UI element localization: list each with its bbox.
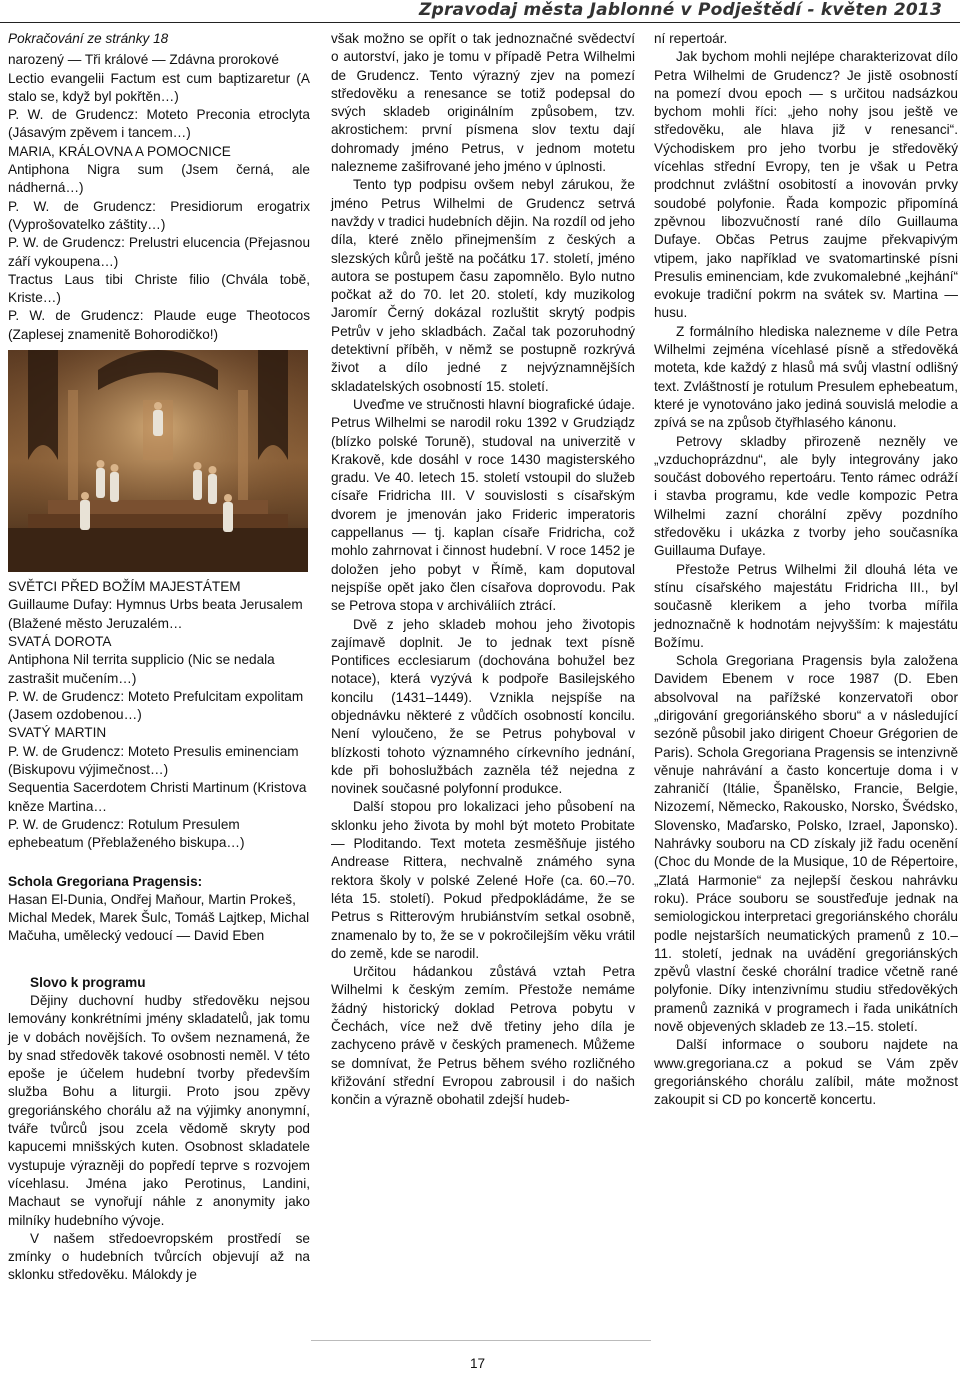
program-section: SVATÝ MARTIN	[8, 725, 107, 741]
program-item: P. W. de Grudencz: Plaude euge Theotocos (Zaplesej znamenitě Bohorodičko!)	[8, 308, 310, 342]
footer-divider	[311, 1340, 651, 1341]
program-list-bottom	[8, 578, 310, 852]
program-item: P. W. de Grudencz: Moteto Prefulcitam expolitam (Jasem ozdobenou…)	[8, 688, 304, 723]
program-item: P. W. de Grudencz: Presidiorum erogatrix (Vyprošovatelko záštity…)	[8, 198, 310, 232]
paragraph: ní repertoár.	[654, 31, 728, 46]
paragraph: však možno se opřít o tak jednoznačné svědectví o autorství, jako je tomu v případě Petra Wilhelmi de Grudencz. Tento výrazný zjev na pomezí středověku a renesance se totiž podepsal do svých skladeb originálním způsobem, tzv. akrostichem: první písmena slov textu dají dohromady jméno Petrus, v jednom motetu nalezneme zašifrované jeho jméno v úplnosti.	[331, 31, 635, 175]
program-section: SVATÁ DOROTA	[8, 633, 112, 649]
column-3	[654, 30, 958, 1110]
paragraph: Určitou hádankou zůstává vztah Petra Wilhelmi k českým zemím. Přestože nemáme žádný historický doklad Petrova pobytu v Čechách, více než dvě třetiny jeho díla je zachyceno právě v českých pramenech. Můžeme se domnívat, že Petrus během svého rozličného křižování střední Evropou zabrousil i do našich končin a výrazně obohatil zdejší hudeb-	[331, 964, 635, 1108]
paragraph: Další stopou pro lokalizaci jeho působení na sklonku jeho života by mohl být moteto Probitate — Ploditando. Text moteta zesměšňuje jistého Andrease Rittera, nechvalně známého syna rektora školy v polské Zelené Hoře (ca. 60.–70. léta 15. století). Pokud předpokládáme, že se Petrus s Ritterovým hrubiánstvím setkal osobně, znamenalo by to, že se v pokročilejším věku vrátil do země, kde se narodil.	[331, 799, 635, 961]
page-number: 17	[470, 1356, 486, 1371]
paragraph: Přestože Petrus Wilhelmi žil dlouhá léta ve stínu císařského majestátu Fridricha III., byl současně klerikem a jeho tvorba mířila jednoznačně k hodnotám nejvyšším: k majestátu Božímu.	[654, 561, 958, 650]
program-item: Sequentia Sacerdotem Christi Martinum (Kristova kněze Martina…	[8, 780, 307, 814]
choir-members: Hasan El-Dunia, Ondřej Maňour, Martin Prokeš, Michal Medek, Marek Šulc, Tomáš Lajtkep, Michal Mačuha, umělecký vedoucí — David Eben	[8, 891, 310, 944]
paragraph: Dvě z jeho skladeb mohou jeho životopis zajímavě doplnit. Je to jednak text písně Pontifices ecclesiarum (dochována bohužel bez notace), která vyzývá k podpoře Basilejského koncilu (1431–1449). Vznikla nejspíše na objednávku některé z vůdčích osobností koncilu. Není vyloučeno, že se Petrus pohyboval v blízkosti tohoto významného církevního jednání, kde při bohoslužbách zazněla též nejedna z novinek současné polyfonní produkce.	[331, 616, 635, 797]
column-2	[331, 30, 635, 1110]
paragraph: Schola Gregoriana Pragensis byla založena Davidem Ebenem v roce 1987 (D. Eben absolvoval na pařížské konzervatoři obor „dirigování gregoriánského sboru“ a v následující sezóně působil jako dirigent Choeur Grégorien de Paris). Schola Gregoriana Pragensis se intenzivně věnuje nahrávání a často koncertuje doma i v zahraničí (Itálie, Španělsko, Francie, Belgie, Nizozemí, Německo, Rakousko, Norsko, Švédsko, Slovensko, Maďarsko, Polsko, Izrael, Japonsko). Nahrávky souboru na CD získaly již řadu ocenění (Choc du Monde de la Musique, 10 de Répertoire, „Zlatá Harmonie“ za nejlepší českou nahrávku roku). Práce souboru se soustřeďuje jednak na semiologickou interpretaci gregoriánského chorálu podle nejstarších neumatických pramenů z 10.–11. století, jednak na uvádění gregoriánských zpěvů vlastní české chorální tradice včetně rané polyfonie. Díky intenzivnímu studiu středověkých pramenů zazniká v programech i řada unikátních nově objevených skladeb ze 13.–15. století.	[654, 653, 958, 1035]
paragraph: Uveďme ve stručnosti hlavní biografické údaje. Petrus Wilhelmi se narodil roku 1392 v Grudziądz (blízko polské Toruně), studoval na univerzitě v Krakově, kde dosáhl v roce 1430 magisterského gradu. Ve 40. letech 15. století vstoupil do služeb císaře Fridricha III. V souvislosti s císařským dvorem je jmenován jako Frideric imperatoris cappellanus — tj. kaplan císaře Fridricha, což mohlo zahrnovat i činnost hudební. V roce 1452 je doložen jeho pobyt v Římě, kam doputoval nejspíše opět jako člen císařova doprovodu. Pak se Petrova stopa v archiváliích ztrácí.	[331, 396, 635, 614]
choir-photo	[8, 350, 308, 572]
program-list-top	[8, 51, 310, 344]
paragraph: Dějiny duchovní hudby středověku nejsou lemovány konkrétními jmény skladatelů, jak tomu je v dobách novějších. To ovšem neznamená, že by snad středověk takové osobnosti neměl. V této epoše je účelem hudební tvorby především služba Bohu a liturgii. Proto jsou zpěvy gregoriánského chorálu až na výjimky anonymní, tváře tvůrců jsou zcela vědomě skryty pod kapucemi mnišských kuten. Osobnost skladatele vystupuje výrazněji do popředí teprve s rozvojem vícehlasu. Jména jako Perotinus, Landini, Machaut se vynořují náhle z anonymity jako milníky hudebního vývoje.	[8, 992, 310, 1228]
program-item: Antiphona Nil territa supplicio (Nic se nedala zastrašit mučením…)	[8, 652, 275, 686]
program-item: P. W. de Grudencz: Moteto Presulis eminenciam (Biskupovu výjimečnost…)	[8, 743, 299, 778]
paragraph: Další informace o souboru najdete na www.gregoriana.cz a pokud se Vám zpěv gregoriánského chorálu zalíbil, máte možnost zakoupit si CD po koncertě koncertu.	[654, 1037, 958, 1108]
paragraph: Tento typ podpisu ovšem nebyl zárukou, že jméno Petrus Wilhelmi de Grudencz setrvá navždy v tradici hudebních dějin. Na rozdíl od jeho díla, které znělo přinejmenším z českých a slezských kůrů ještě na počátku 17. století, jméno autora se postupem času zapomnělo. Bylo nutno počkat až do 70. let 20. století, kdy muzikolog Jaromír Černý dokázal rozluštit skrytý podpis Petrův v jeho skladbách. Začal tak pozoruhodný detektivní příběh, v němž se postupně rozkrývá život a dílo jedné z nejvýznamnějších skladatelských osobností 15. století.	[331, 177, 635, 394]
program-item: P. W. de Grudencz: Rotulum Presulem ephebeatum (Přeblaženého biskupa…)	[8, 816, 245, 851]
choir-title: Schola Gregoriana Pragensis:	[8, 873, 203, 889]
program-section: MARIA, KRÁLOVNA A POMOCNICE	[8, 143, 231, 159]
program-item: Tractus Laus tibi Christe filio (Chvála tobě, Kriste…)	[8, 271, 310, 306]
page-header	[0, 0, 960, 23]
header-title: Zpravodaj města Jablonné v Podještědí - květen 2013	[419, 0, 942, 20]
program-item: narozený — Tři králové — Zdávna prorokové	[8, 52, 279, 68]
continued-note: Pokračování ze stránky 18	[8, 31, 169, 46]
paragraph: Z formálního hlediska nalezneme v díle Petra Wilhelmi zejména vícehlasé písně a středověká moteta, kde každý z hlasů má svůj vlastní odlišný text. Zvláštností je rotulum Presulem ephebeatum, které je vynotováno jako jediná souvislá melodie a zpívá se na způsob čtyřhlasého kánonu.	[654, 323, 958, 431]
program-item: P. W. de Grudencz: Moteto Preconia etroclyta (Jásavým zpěvem i tancem…)	[8, 107, 310, 141]
program-item: Lectio evangelii Factum est cum baptizaretur (A stalo se, když byl pokřtěn…)	[8, 70, 310, 104]
paragraph: Petrovy skladby přirozeně nezněly ve „vzduchoprázdnu“, ale byly integrovány jako součást dobového repertoáru. Tento rámec odráží i stavba programu, kde vedle kompozic Petra Wilhelmi zazní chorální zpěvy pozdního středověku i ukázka z tvorby jeho současníka Guillauma Dufaye.	[654, 433, 958, 559]
program-item: Guillaume Dufay: Hymnus Urbs beata Jerusalem (Blažené město Jeruzalém…	[8, 597, 303, 631]
program-section: SVĚTCI PŘED BOŽÍM MAJESTÁTEM	[8, 579, 241, 595]
paragraph: Jak bychom mohli nejlépe charakterizovat dílo Petra Wilhelmi de Grudencz? Je jistě osobností na pomezí dvou epoch — s určitou nadsázkou bychom mohli říci: „jeho nohy jsou ještě ve středověku, ale hlava již v renesanci“. Východiskem pro jeho tvorbu je středověký vícehlas střední Evropy, ten je však u Petra prodchnut zvláštní osobitostí a inovován prvky soudobé polyfonie. Řada kompozic připomíná zpěvnou libozvučností rané dílo Guillauma Dufaye. Občas Petrus zaujme překvapivým vtipem, jako například ve svatomartinské písni Presulis eminenciam, kde zvukomalebné „kejhání“ evokuje tradiční pokrm na svátek sv. Martina — husu.	[654, 49, 958, 321]
paragraph: V našem středoevropském prostředí se zmínky o hudebních tvůrcích objevují až na sklonku středověku. Málokdy je	[8, 1230, 310, 1283]
program-item: P. W. de Grudencz: Prelustri elucencia (Přejasnou září vykoupena…)	[8, 235, 310, 269]
program-item: Antiphona Nigra sum (Jsem černá, ale nádherná…)	[8, 162, 310, 196]
section-heading: Slovo k programu	[30, 974, 146, 990]
column-1	[8, 30, 310, 1285]
